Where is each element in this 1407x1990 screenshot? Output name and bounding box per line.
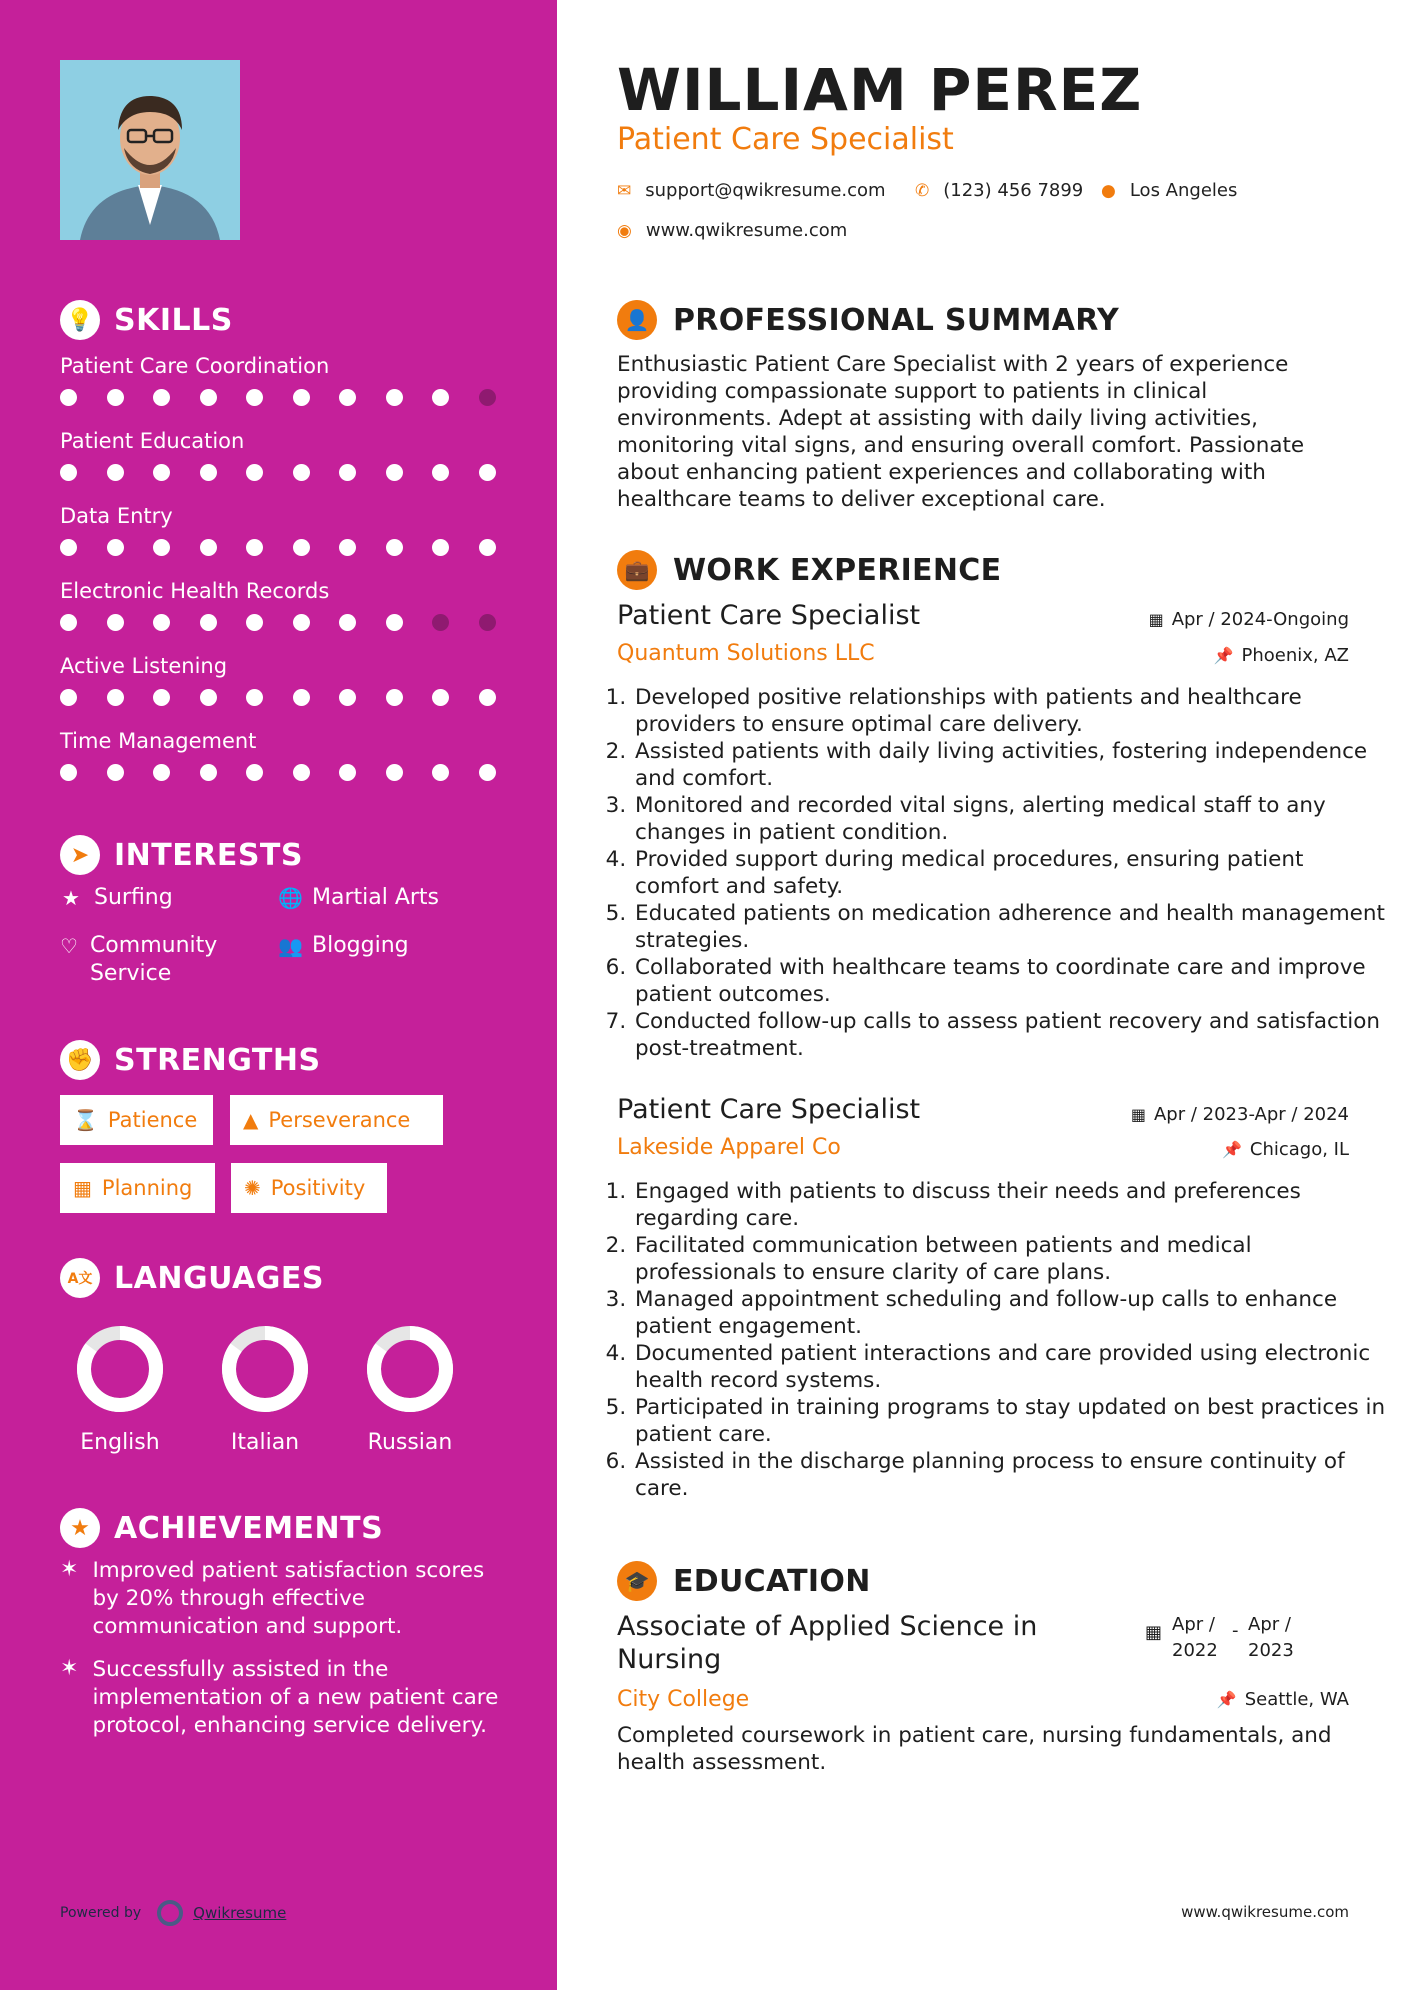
lightbulb-icon: 💡: [60, 300, 100, 340]
fist-icon: ✊: [60, 1040, 100, 1080]
rating-dot: [386, 689, 403, 706]
rating-dot: [60, 389, 77, 406]
rating-dot: [153, 689, 170, 706]
languages-heading: A文 LANGUAGES: [60, 1256, 324, 1300]
rating-dot: [200, 389, 217, 406]
skills-heading: 💡 SKILLS: [60, 298, 233, 342]
rating-dot: [200, 764, 217, 781]
rating-dot: [246, 689, 263, 706]
rating-dot: [386, 614, 403, 631]
paper-plane-icon: ➤: [60, 835, 100, 875]
heart-icon: ♡: [60, 934, 78, 958]
summary-heading: 👤 PROFESSIONAL SUMMARY: [617, 298, 1119, 342]
rating-dot: [246, 389, 263, 406]
envelope-icon: ✉: [617, 180, 632, 201]
rating-dot: [339, 614, 356, 631]
rating-dot: [479, 764, 496, 781]
rating-dot: [153, 464, 170, 481]
rating-dot: [107, 764, 124, 781]
job-bullet: 2. Assisted patients with daily living activities, fostering independence and comfort.: [633, 738, 1393, 792]
footer-url[interactable]: www.qwikresume.com: [1181, 1903, 1349, 1921]
skill-rating: [60, 614, 496, 631]
rating-dot: [479, 464, 496, 481]
calendar-icon: ▦: [1148, 610, 1164, 629]
rating-dot: [293, 614, 310, 631]
rating-dot: [200, 614, 217, 631]
job-location: 📌 Chicago, IL: [1221, 1139, 1349, 1160]
rating-dot: [246, 464, 263, 481]
qwikresume-logo-icon: [157, 1900, 183, 1926]
skill-rating: [60, 389, 496, 406]
job-bullet: 1. Engaged with patients to discuss their needs and preferences regarding care.: [633, 1178, 1393, 1232]
rating-dot: [339, 539, 356, 556]
rating-dot: [479, 539, 496, 556]
rating-dot: [293, 764, 310, 781]
education-heading: 🎓 EDUCATION: [617, 1559, 871, 1603]
rating-dot: [432, 389, 449, 406]
language-ring: [220, 1324, 310, 1414]
skill-rating: [60, 539, 496, 556]
users-icon: 👥: [278, 934, 303, 958]
rating-dot: [432, 614, 449, 631]
user-icon: 👤: [617, 300, 657, 340]
education-dates: ▦ Apr / 2022 - Apr / 2023: [1145, 1612, 1308, 1664]
rating-dot: [153, 764, 170, 781]
education-location: 📌 Seattle, WA: [1216, 1689, 1349, 1710]
contact-website[interactable]: ◉ www.qwikresume.com: [617, 220, 848, 241]
language-ring: [365, 1324, 455, 1414]
summary-text: Enthusiastic Patient Care Specialist with 2 years of experience providing compassionate support to patients in clinical environments. Adept at assisting with daily living activities, monitoring vital signs, and ensuring overall comfort. Passionate about enhancing patient experiences and collaborating with healthcare teams to deliver exceptional care.: [617, 352, 1305, 512]
rating-dot: [107, 389, 124, 406]
rating-dot: [107, 464, 124, 481]
pin-icon: 📌: [1221, 1140, 1242, 1159]
strengths-heading: ✊ STRENGTHS: [60, 1038, 321, 1082]
skill-item: [60, 651, 500, 706]
language-item: [60, 1324, 180, 1455]
rating-dot: [200, 689, 217, 706]
rating-dot: [479, 689, 496, 706]
map-pin-icon: ●: [1101, 180, 1116, 201]
rating-dot: [246, 539, 263, 556]
job-bullet: 3. Monitored and recorded vital signs, alerting medical staff to any changes in patient condition.: [633, 792, 1393, 846]
achievements-heading: ★ ACHIEVEMENTS: [60, 1506, 383, 1550]
job-bullet: 1. Developed positive relationships with patients and healthcare providers to ensure optimal care delivery.: [633, 684, 1393, 738]
interest-item: 👥 Blogging: [278, 933, 409, 958]
rating-dot: [153, 389, 170, 406]
rating-dot: [479, 389, 496, 406]
rating-dot: [60, 539, 77, 556]
rating-dot: [386, 464, 403, 481]
globe-icon: ◉: [617, 220, 632, 241]
rating-dot: [432, 464, 449, 481]
rating-dot: [60, 764, 77, 781]
main-content: [557, 0, 1407, 1990]
language-name: Italian: [230, 1430, 300, 1455]
job-bullet: 3. Managed appointment scheduling and follow-up calls to enhance patient engagement.: [633, 1286, 1393, 1340]
skill-rating: [60, 464, 496, 481]
job-bullet: 6. Assisted in the discharge planning process to ensure continuity of care.: [633, 1448, 1393, 1502]
job-location: 📌 Phoenix, AZ: [1213, 645, 1349, 666]
job-bullet: 2. Facilitated communication between patients and medical professionals to ensure clarity of care plans.: [633, 1232, 1393, 1286]
phone-icon: ✆: [915, 180, 930, 201]
job-bullet: 7. Conducted follow-up calls to assess patient recovery and satisfaction post-treatment.: [633, 1008, 1393, 1062]
skill-name: Electronic Health Records: [60, 579, 330, 603]
rating-dot: [293, 389, 310, 406]
job-bullets: [609, 1178, 1393, 1502]
rating-dot: [479, 614, 496, 631]
rating-dot: [339, 764, 356, 781]
briefcase-icon: 💼: [617, 550, 657, 590]
interest-item: ♡ Community Service: [60, 933, 218, 986]
job-title: Patient Care Specialist: [617, 600, 921, 631]
rating-dot: [293, 539, 310, 556]
rating-dot: [386, 389, 403, 406]
job-title: Patient Care Specialist: [617, 1094, 921, 1125]
rating-dot: [60, 614, 77, 631]
job-bullets: [609, 684, 1393, 1062]
contact-email[interactable]: ✉ support@qwikresume.com: [617, 180, 886, 201]
rating-dot: [246, 614, 263, 631]
pin-icon: 📌: [1216, 1690, 1237, 1709]
skill-name: Patient Education: [60, 429, 245, 453]
rating-dot: [432, 689, 449, 706]
shooting-star-icon: ✶: [60, 1656, 79, 1681]
rating-dot: [293, 464, 310, 481]
job-company: Quantum Solutions LLC: [617, 641, 875, 666]
rating-dot: [60, 464, 77, 481]
job-bullet: 5. Participated in training programs to stay updated on best practices in patient care.: [633, 1394, 1393, 1448]
rating-dot: [339, 689, 356, 706]
rating-dot: [153, 614, 170, 631]
sun-icon: ✺: [244, 1176, 261, 1200]
job-dates: ▦ Apr / 2023-Apr / 2024: [1130, 1104, 1349, 1125]
language-name: Russian: [367, 1430, 453, 1455]
globe-icon: 🌐: [278, 886, 303, 910]
achievement-item: ✶ Successfully assisted in the implementation of a new patient care protocol, enhancing service delivery.: [60, 1656, 499, 1738]
language-item: [350, 1324, 470, 1455]
rating-dot: [107, 614, 124, 631]
skill-name: Patient Care Coordination: [60, 354, 330, 378]
strength-badge: ⌛ Patience: [60, 1095, 213, 1145]
rating-dot: [386, 539, 403, 556]
interest-item: ★ Surfing: [60, 884, 260, 912]
strength-badge: ▦ Planning: [60, 1163, 215, 1213]
job-company: Lakeside Apparel Co: [617, 1135, 841, 1160]
star-icon: ★: [62, 886, 80, 910]
skill-rating: [60, 689, 496, 706]
job-bullet: 4. Provided support during medical procedures, ensuring patient comfort and safety.: [633, 846, 1393, 900]
skill-item: [60, 351, 500, 406]
skill-name: Data Entry: [60, 504, 173, 528]
rating-dot: [153, 539, 170, 556]
skill-name: Active Listening: [60, 654, 228, 678]
degree-title: Associate of Applied Science in Nursing: [617, 1611, 1038, 1675]
date-separator: -: [1232, 1620, 1239, 1641]
skill-rating: [60, 764, 496, 781]
contact-location: ● Los Angeles: [1101, 180, 1238, 201]
rating-dot: [386, 764, 403, 781]
education-description: Completed coursework in patient care, nursing fundamentals, and health assessment.: [617, 1723, 1332, 1775]
language-icon: A文: [60, 1258, 100, 1298]
job-bullet: 6. Collaborated with healthcare teams to coordinate care and improve patient outcomes.: [633, 954, 1393, 1008]
qwikresume-link[interactable]: Qwikresume: [193, 1904, 287, 1922]
rating-dot: [200, 539, 217, 556]
rating-dot: [432, 539, 449, 556]
interest-item: 🌐 Martial Arts: [278, 885, 440, 910]
skill-item: [60, 576, 500, 631]
shooting-star-icon: ✶: [60, 1557, 79, 1582]
calendar-icon: ▦: [73, 1176, 92, 1200]
language-name: English: [80, 1430, 160, 1455]
contact-phone[interactable]: ✆ (123) 456 7899: [915, 180, 1084, 201]
job-dates: ▦ Apr / 2024-Ongoing: [1148, 609, 1349, 630]
trophy-icon: ★: [60, 1508, 100, 1548]
skill-item: [60, 726, 500, 781]
interests-heading: ➤ INTERESTS: [60, 833, 303, 877]
rating-dot: [200, 464, 217, 481]
achievement-item: ✶ Improved patient satisfaction scores by 20% through effective communication and support.: [60, 1557, 485, 1639]
skill-item: [60, 501, 500, 556]
rating-dot: [246, 764, 263, 781]
candidate-title: Patient Care Specialist: [617, 122, 954, 157]
graduation-cap-icon: 🎓: [617, 1561, 657, 1601]
pin-icon: 📌: [1213, 646, 1234, 665]
rating-dot: [293, 689, 310, 706]
rating-dot: [339, 464, 356, 481]
calendar-icon: ▦: [1130, 1105, 1146, 1124]
skill-item: [60, 426, 500, 481]
school-name: City College: [617, 1687, 750, 1712]
strength-badge: ▲ Perseverance: [230, 1095, 443, 1145]
sidebar: [0, 0, 557, 1990]
hourglass-icon: ⌛: [73, 1108, 98, 1132]
calendar-icon: ▦: [1145, 1622, 1163, 1643]
job-bullet: 4. Documented patient interactions and care provided using electronic health record systems.: [633, 1340, 1393, 1394]
rating-dot: [339, 389, 356, 406]
strength-badge: ✺ Positivity: [231, 1163, 387, 1213]
profile-photo: [60, 60, 240, 240]
skill-name: Time Management: [60, 729, 257, 753]
powered-by: Powered by Qwikresume: [60, 1900, 286, 1926]
road-icon: ▲: [243, 1108, 259, 1132]
rating-dot: [107, 539, 124, 556]
language-ring: [75, 1324, 165, 1414]
experience-heading: 💼 WORK EXPERIENCE: [617, 548, 1001, 592]
language-item: [205, 1324, 325, 1455]
job-bullet: 5. Educated patients on medication adherence and health management strategies.: [633, 900, 1393, 954]
candidate-name: WILLIAM PEREZ: [617, 56, 1143, 124]
rating-dot: [60, 689, 77, 706]
rating-dot: [107, 689, 124, 706]
rating-dot: [432, 764, 449, 781]
